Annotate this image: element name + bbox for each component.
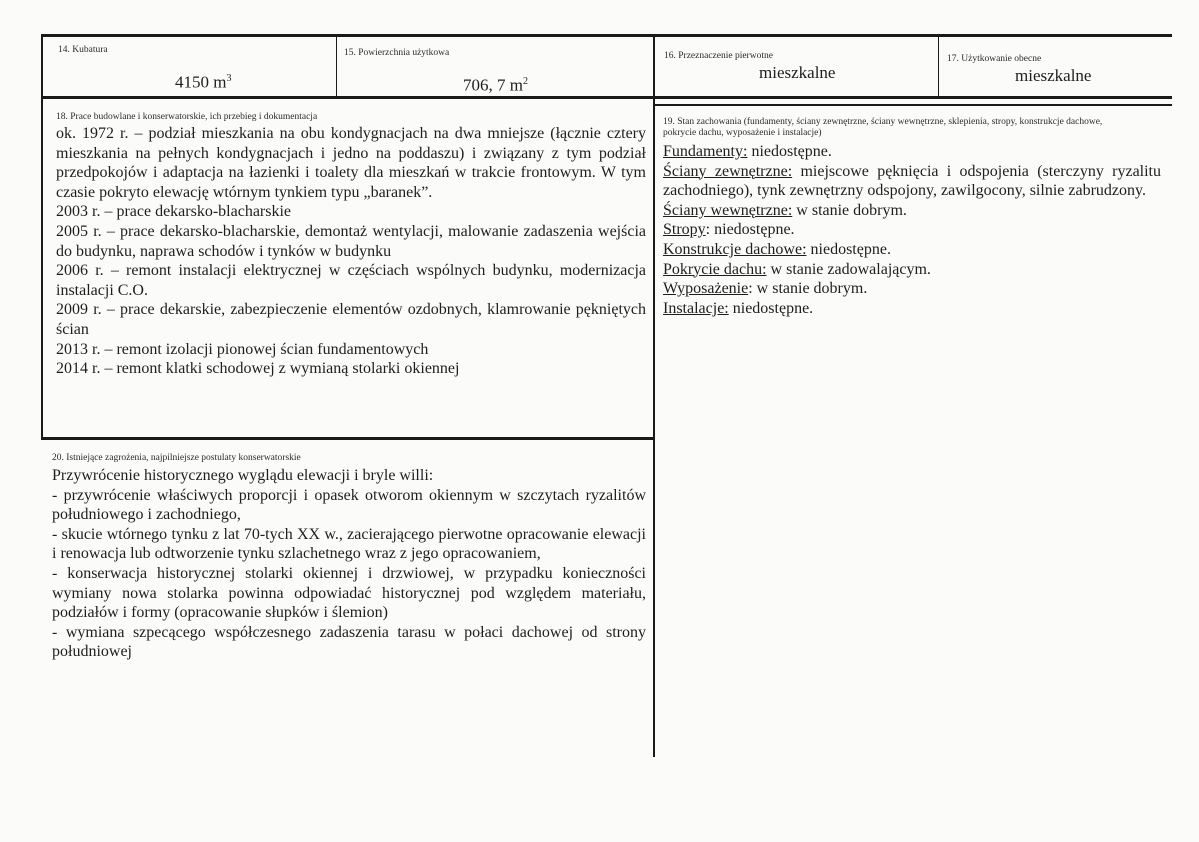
- work-entry: 2006 r. – remont instalacji elektrycznej w częściach wspólnych budynku, modernizacja instalacji C.O.: [56, 262, 646, 299]
- section-18-label: 18. Prace budowlane i konserwatorskie, ich przebieg i dokumentacja: [56, 112, 318, 122]
- section-18-body: [56, 124, 646, 379]
- section-19-body: [663, 142, 1161, 318]
- postulate-entry: - konserwacja historycznej stolarki okiennej i drzwiowej, w przypadku konieczności wymiany nowa stolarka powinna odpowiadać historycznej pod względem materiału, podziałów i formy (opracowanie słupków i ślemion): [52, 564, 646, 622]
- condition-text: w stanie zadowalającym.: [766, 260, 931, 278]
- kubatura-unit-exponent: 3: [226, 73, 232, 84]
- field-15-label: 15. Powierzchnia użytkowa: [344, 48, 450, 58]
- postulate-entry: Przywrócenie historycznego wyglądu elewacji i bryle willi:: [52, 467, 434, 484]
- condition-key: Pokrycie dachu:: [663, 260, 767, 278]
- field-16-value: mieszkalne: [759, 63, 836, 82]
- work-entry: 2013 r. – remont izolacji pionowej ścian fundamentowych: [56, 340, 429, 358]
- field-14-label: 14. Kubatura: [58, 45, 108, 55]
- condition-text: : niedostępne.: [705, 221, 795, 239]
- condition-item: [663, 299, 1161, 319]
- section-19-label: 19. Stan zachowania (fundamenty, ściany zewnętrzne, ściany wewnętrzne, sklepienia, stropy, konstrukcje dachowe, pokrycie dachu, wyposażenie i instalacje): [663, 117, 1103, 138]
- field-15-value: [463, 73, 528, 95]
- condition-key: Konstrukcje dachowe:: [663, 240, 807, 258]
- condition-item: [663, 260, 1161, 280]
- condition-text: miejscowe pęknięcia i odspojenia (sterczyny ryzalitu zachodniego), tynk zewnętrzny odspojony, zawilgocony, silnie zabrudzony.: [663, 162, 1161, 200]
- work-entry: 2005 r. – prace dekarsko-blacharskie, demontaż wentylacji, malowanie zadaszenia wejścia do budynku, naprawa schodów i tynków w budynku: [56, 222, 646, 260]
- work-entry: ok. 1972 r. – podział mieszkania na obu kondygnacjach na dwa mniejsze (łącznie cztery mieszkania na pełnych kondygnacjach i jedno na poddaszu) i związany z tym podział przedpokojów i adaptacja na łazienki i toalety dla mieszkań w trakcie frontowym. W tym czasie pokryto elewację wtórnym tynkiem typu „baranek”.: [56, 125, 646, 201]
- divider-16-17: [938, 34, 939, 98]
- powierzchnia-unit-exponent: 2: [522, 76, 528, 87]
- condition-text: niedostępne.: [728, 299, 814, 317]
- condition-key: Ściany wewnętrzne:: [663, 201, 793, 219]
- condition-item: [663, 162, 1161, 201]
- right-top-line: [655, 104, 1172, 106]
- kubatura-value: 4150 m: [175, 72, 227, 92]
- section-divider-18-20: [41, 437, 655, 440]
- top-border: [41, 34, 1172, 37]
- postulate-entry: - przywrócenie właściwych proporcji i opasek otworom okiennym w szczytach ryzalitów południowego i zachodniego,: [52, 486, 646, 524]
- work-entry: 2014 r. – remont klatki schodowej z wymianą stolarki okiennej: [56, 360, 460, 378]
- condition-key: Wyposażenie: [663, 280, 749, 298]
- header-row-bottom-border: [41, 96, 1172, 99]
- condition-text: niedostępne.: [806, 240, 891, 258]
- section-20-body: [52, 466, 646, 662]
- condition-key: Fundamenty:: [663, 143, 748, 160]
- field-17-label: 17. Użytkowanie obecne: [947, 54, 1042, 64]
- condition-text: niedostępne.: [747, 143, 832, 160]
- condition-key: Ściany zewnętrzne:: [663, 162, 793, 180]
- condition-item: [663, 240, 1161, 260]
- work-entry: 2009 r. – prace dekarskie, zabezpieczenie elementów ozdobnych, klamrowanie pękniętych ścian: [56, 301, 646, 338]
- condition-item: [663, 201, 1161, 221]
- condition-item: [663, 142, 1161, 162]
- condition-item: [663, 279, 1161, 299]
- section-20-label: 20. Istniejące zagrożenia, najpilniejsze postulaty konserwatorskie: [52, 453, 301, 463]
- left-border: [41, 34, 43, 439]
- divider-14-15: [336, 34, 337, 98]
- center-divider: [653, 34, 655, 757]
- condition-item: [663, 220, 1161, 240]
- condition-key: Instalacje:: [663, 299, 729, 317]
- powierzchnia-value: 706, 7 m: [463, 75, 523, 95]
- field-14-value: [175, 70, 231, 92]
- postulate-entry: - wymiana szpecącego współczesnego zadaszenia tarasu w połaci dachowej od strony południowej: [52, 623, 646, 661]
- condition-key: Stropy: [663, 221, 706, 239]
- field-17-value: mieszkalne: [1015, 66, 1092, 85]
- condition-text: w stanie dobrym.: [792, 201, 907, 219]
- postulate-entry: - skucie wtórnego tynku z lat 70-tych XX w., zacierającego pierwotne opracowanie elewacji i renowacja lub odtworzenie tynku szlachetnego wraz z jego opracowaniem,: [52, 525, 646, 563]
- field-16-label: 16. Przeznaczenie pierwotne: [664, 51, 773, 61]
- condition-text: : w stanie dobrym.: [748, 280, 868, 298]
- work-entry: 2003 r. – prace dekarsko-blacharskie: [56, 203, 292, 221]
